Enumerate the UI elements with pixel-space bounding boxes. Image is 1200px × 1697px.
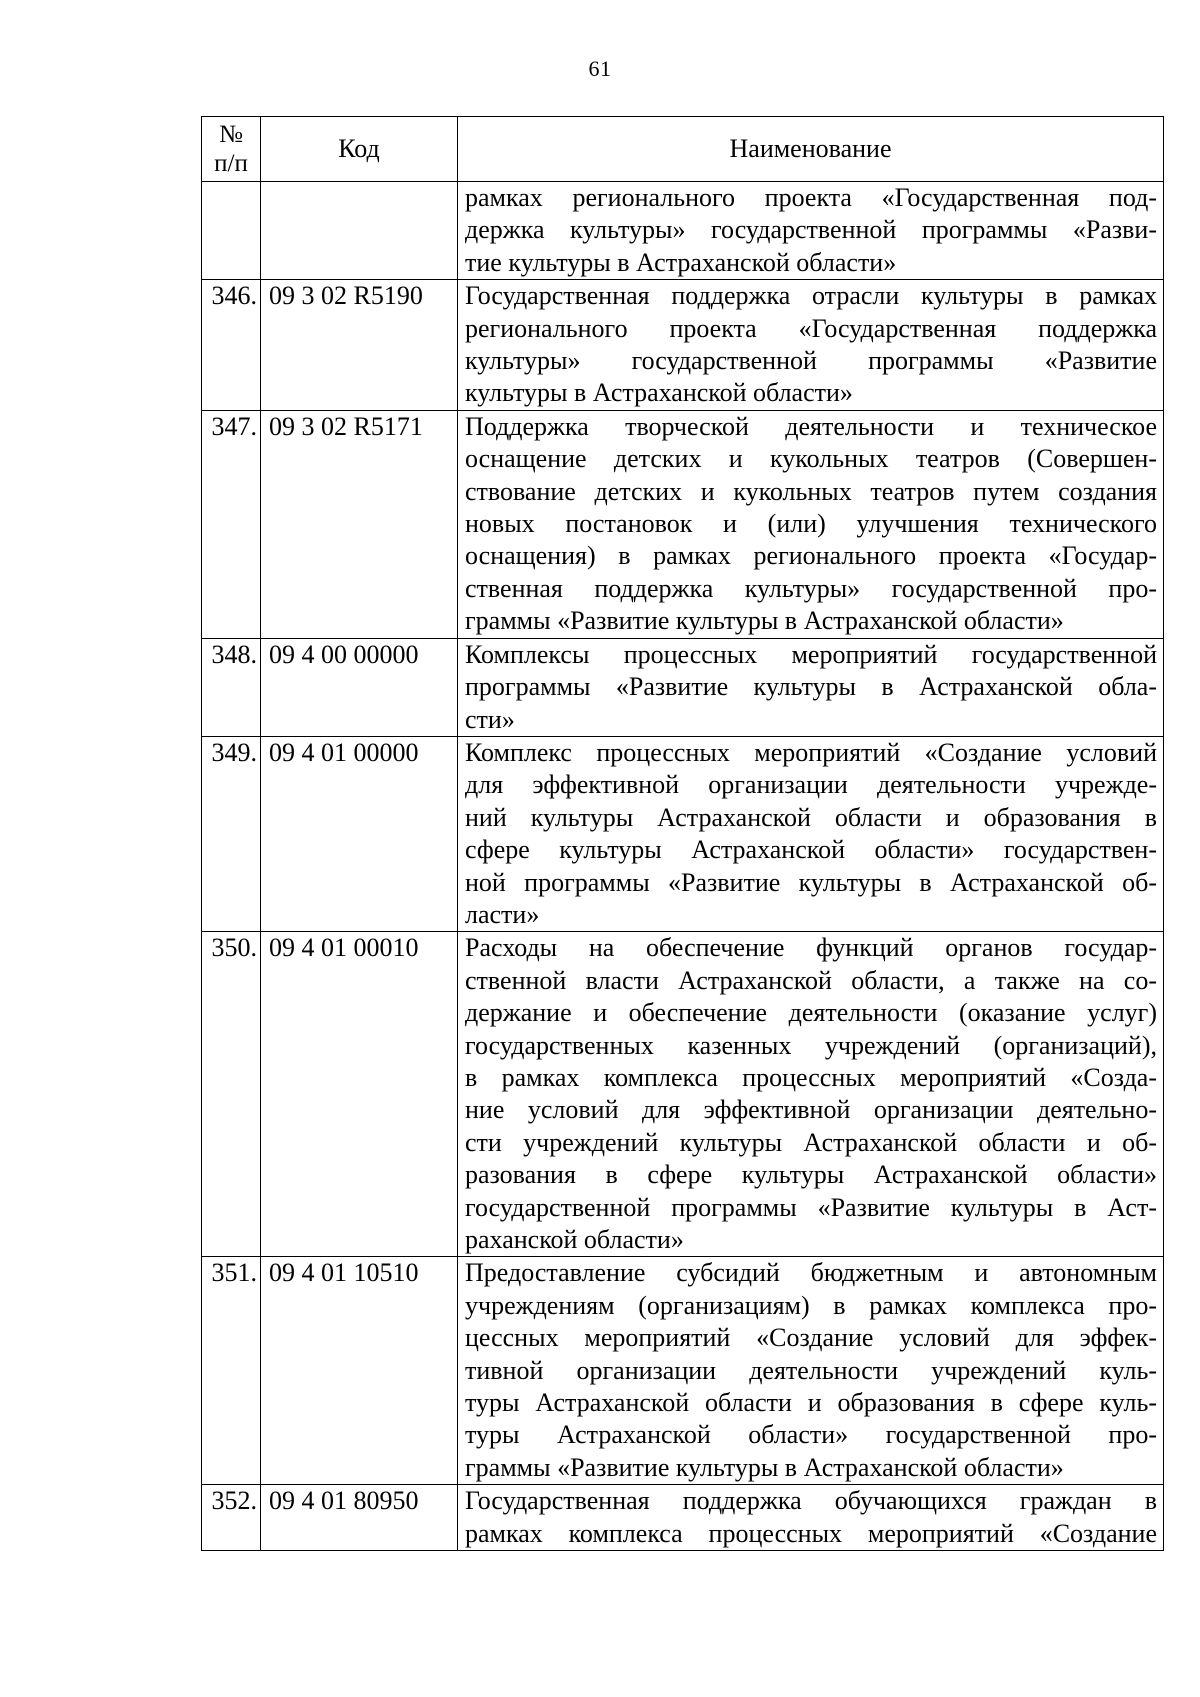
row-name-line: сти»: [465, 704, 515, 734]
row-code: 09 4 01 00010: [261, 932, 458, 1257]
row-name-line: ственная поддержка культуры» государственной про-: [465, 573, 1157, 603]
row-number: 352.: [202, 1485, 261, 1551]
row-number: 351.: [202, 1257, 261, 1485]
row-name-line: в рамках комплекса процессных мероприятий «Созда-: [465, 1062, 1157, 1092]
row-code: 09 3 02 R5190: [261, 280, 458, 411]
row-name: [458, 410, 1164, 638]
row-number: 347.: [202, 410, 261, 638]
row-name-line: разования в сфере культуры Астраханской области»: [465, 1160, 1157, 1190]
row-name-line: культуры» государственной программы «Развитие: [465, 346, 1157, 376]
row-name-line: сти учреждений культуры Астраханской области и об-: [465, 1127, 1157, 1157]
budget-classification-table: [201, 116, 1164, 1551]
page-number: 61: [588, 56, 612, 81]
row-name-line: ний культуры Астраханской области и образования в: [465, 802, 1157, 832]
row-name-line: ние условий для эффективной организации деятельно-: [465, 1095, 1157, 1125]
row-name: [458, 182, 1164, 280]
row-number: 348.: [202, 638, 261, 736]
row-name-line: ной программы «Развитие культуры в Астраханской об-: [465, 867, 1157, 897]
row-name-line: Предоставление субсидий бюджетным и автономным: [465, 1258, 1157, 1288]
row-name-line: Государственная поддержка обучающихся граждан в: [465, 1486, 1157, 1516]
row-name: [458, 280, 1164, 411]
row-name-line: туры Астраханской области и образования в сфере куль-: [465, 1388, 1157, 1418]
row-name-line: рамках комплекса процессных мероприятий «Создание: [465, 1518, 1157, 1548]
header-number-abbr: п/п: [214, 150, 248, 177]
row-name-line: тивной организации деятельности учреждений куль-: [465, 1355, 1157, 1385]
row-name-line: оснащение детских и кукольных театров (Совершен-: [465, 444, 1157, 474]
row-code: [261, 182, 458, 280]
row-number: 350.: [202, 932, 261, 1257]
row-name-line: Комплексы процессных мероприятий государственной: [465, 639, 1157, 669]
row-number: 346.: [202, 280, 261, 411]
table-row: [202, 410, 1164, 638]
row-name: [458, 1485, 1164, 1551]
row-name-line: граммы «Развитие культуры в Астраханской области»: [465, 1452, 1064, 1482]
row-name-line: программы «Развитие культуры в Астраханской обла-: [465, 672, 1157, 702]
row-name-line: регионального проекта «Государственная поддержка: [465, 313, 1157, 343]
header-name: Наименование: [458, 117, 1164, 182]
table-row: [202, 638, 1164, 736]
row-name-line: государственной программы «Развитие культуры в Аст-: [465, 1192, 1157, 1222]
table-row: [202, 932, 1164, 1257]
row-name-line: государственных казенных учреждений (организаций),: [465, 1030, 1157, 1060]
row-name-line: ственной власти Астраханской области, а также на со-: [465, 965, 1157, 995]
row-name-line: туры Астраханской области» государственной про-: [465, 1420, 1157, 1450]
row-name-line: новых постановок и (или) улучшения технического: [465, 509, 1157, 539]
row-name-line: ласти»: [465, 899, 540, 929]
row-name-line: цессных мероприятий «Создание условий для эффек-: [465, 1323, 1157, 1353]
row-name-line: раханской области»: [465, 1225, 684, 1254]
row-name-line: оснащения) в рамках регионального проекта «Государ-: [465, 541, 1157, 571]
table-row: [202, 280, 1164, 411]
row-name-line: сфере культуры Астраханской области» государствен-: [465, 835, 1157, 865]
row-number: [202, 182, 261, 280]
row-name: [458, 932, 1164, 1257]
header-number: [202, 117, 261, 182]
row-name-line: держка культуры» государственной программы «Разви-: [465, 215, 1157, 245]
row-number: 349.: [202, 736, 261, 931]
row-code: 09 4 01 00000: [261, 736, 458, 931]
row-code: 09 4 01 80950: [261, 1485, 458, 1551]
row-name-line: Государственная поддержка отрасли культуры в рамках: [465, 281, 1157, 311]
row-name-line: тие культуры в Астраханской области»: [465, 247, 897, 277]
row-code: 09 4 01 10510: [261, 1257, 458, 1485]
row-name-line: держание и обеспечение деятельности (оказание услуг): [465, 998, 1157, 1028]
row-name-line: культуры в Астраханской области»: [465, 378, 853, 408]
header-code: Код: [261, 117, 458, 182]
row-code: 09 4 00 00000: [261, 638, 458, 736]
table-row: [202, 1485, 1164, 1551]
row-name: [458, 736, 1164, 931]
row-name-line: для эффективной организации деятельности учрежде-: [465, 770, 1157, 800]
table-header-row: [202, 117, 1164, 182]
row-name: [458, 638, 1164, 736]
row-name-line: Комплекс процессных мероприятий «Создание условий: [465, 737, 1157, 767]
row-name-line: Расходы на обеспечение функций органов государ-: [465, 933, 1157, 963]
row-code: 09 3 02 R5171: [261, 410, 458, 638]
row-name-line: рамках регионального проекта «Государственная под-: [465, 183, 1157, 212]
row-name-line: учреждениям (организациям) в рамках комплекса про-: [465, 1290, 1157, 1320]
header-number-symbol: №: [219, 121, 243, 148]
table-row: [202, 1257, 1164, 1485]
row-name-line: граммы «Развитие культуры в Астраханской области»: [465, 606, 1064, 636]
row-name-line: ствование детских и кукольных театров путем создания: [465, 476, 1157, 506]
row-name: [458, 1257, 1164, 1485]
table-row: [202, 736, 1164, 931]
table-row: [202, 182, 1164, 280]
row-name-line: Поддержка творческой деятельности и техническое: [465, 411, 1157, 441]
table-body: [202, 182, 1164, 1551]
